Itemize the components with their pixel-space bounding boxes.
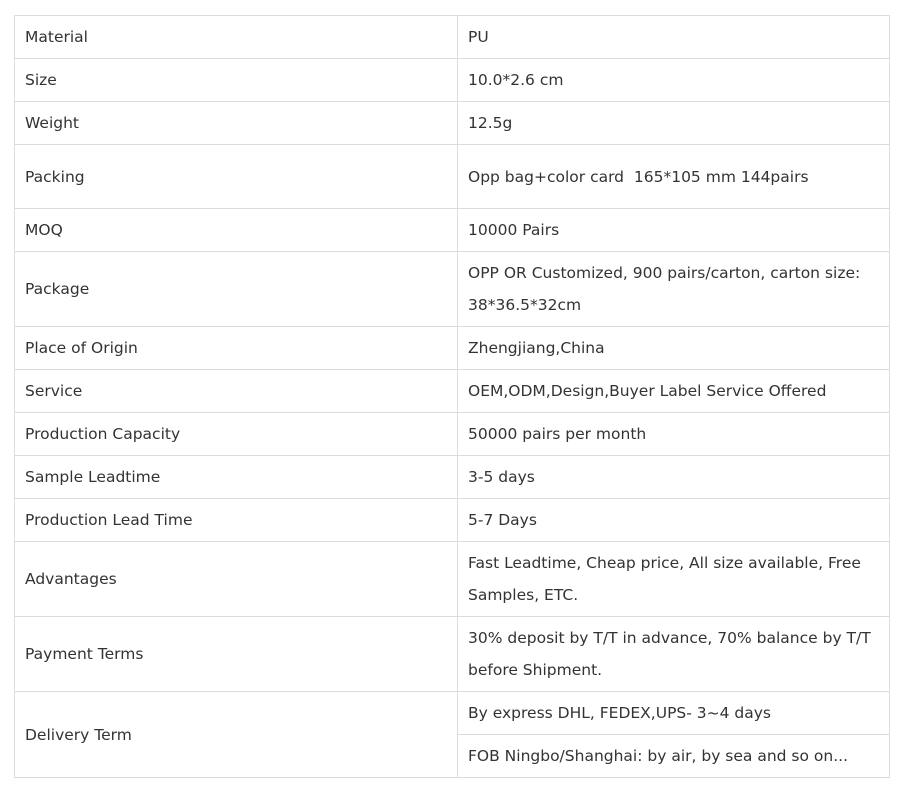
table-row-advantages xyxy=(15,542,890,617)
row-value: 12.5g xyxy=(458,102,890,145)
row-label: Production Capacity xyxy=(15,413,458,456)
row-label: Sample Leadtime xyxy=(15,456,458,499)
row-value: Fast Leadtime, Cheap price, All size available, Free Samples, ETC. xyxy=(458,542,890,617)
row-value: PU xyxy=(458,16,890,59)
table-row-package xyxy=(15,252,890,327)
row-label: Weight xyxy=(15,102,458,145)
row-label: Packing xyxy=(15,145,458,209)
row-label: MOQ xyxy=(15,209,458,252)
row-value: OPP OR Customized, 900 pairs/carton, carton size: 38*36.5*32cm xyxy=(458,252,890,327)
row-label: Size xyxy=(15,59,458,102)
table-row-sample-leadtime xyxy=(15,456,890,499)
product-spec-table xyxy=(14,15,890,778)
row-label: Production Lead Time xyxy=(15,499,458,542)
table-row-production-lead-time xyxy=(15,499,890,542)
row-value: By express DHL, FEDEX,UPS- 3~4 days xyxy=(458,692,890,735)
row-value: 50000 pairs per month xyxy=(458,413,890,456)
table-row-place-of-origin xyxy=(15,327,890,370)
row-value: 10000 Pairs xyxy=(458,209,890,252)
row-value: 30% deposit by T/T in advance, 70% balance by T/T before Shipment. xyxy=(458,617,890,692)
row-value: 3-5 days xyxy=(458,456,890,499)
row-label: Package xyxy=(15,252,458,327)
table-row-material xyxy=(15,16,890,59)
table-row-delivery-term xyxy=(15,692,890,735)
row-label: Delivery Term xyxy=(15,692,458,778)
row-label: Place of Origin xyxy=(15,327,458,370)
row-label: Service xyxy=(15,370,458,413)
row-value: OEM,ODM,Design,Buyer Label Service Offered xyxy=(458,370,890,413)
row-value: 10.0*2.6 cm xyxy=(458,59,890,102)
row-value: FOB Ningbo/Shanghai: by air, by sea and so on... xyxy=(458,735,890,778)
table-row-service xyxy=(15,370,890,413)
row-value: Zhengjiang,China xyxy=(458,327,890,370)
table-row-production-capacity xyxy=(15,413,890,456)
table-row-payment-terms xyxy=(15,617,890,692)
table-row-size xyxy=(15,59,890,102)
row-value: Opp bag+color card 165*105 mm 144pairs xyxy=(458,145,890,209)
row-label: Advantages xyxy=(15,542,458,617)
table-row-weight xyxy=(15,102,890,145)
row-value: 5-7 Days xyxy=(458,499,890,542)
table-row-moq xyxy=(15,209,890,252)
row-label: Material xyxy=(15,16,458,59)
row-label: Payment Terms xyxy=(15,617,458,692)
table-row-packing xyxy=(15,145,890,209)
